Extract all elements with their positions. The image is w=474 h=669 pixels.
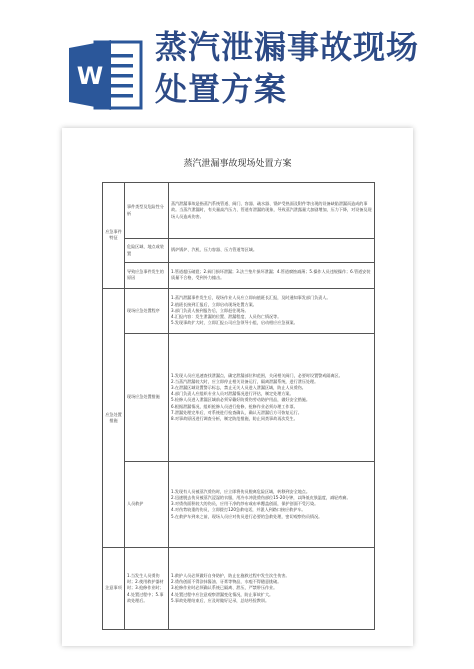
row-content bbox=[169, 239, 375, 263]
content-line: 1.蒸汽泄漏事件发生后，现场作业人员应立即向值班长汇报，及时通知事发部门负责人。 bbox=[171, 295, 331, 301]
table-row bbox=[103, 262, 375, 288]
row-label: 导致应急事件发生的原因 bbox=[125, 262, 169, 288]
document-preview[interactable] bbox=[62, 128, 413, 646]
section-category: 应急处置措施 bbox=[103, 288, 125, 547]
content-line: 5.在救护车到来之前，现场人员应对伤员进行必要的急救处理，密切观察伤员情况。 bbox=[171, 513, 323, 519]
content-line: 1.发现有人员被蒸汽烫伤时，应立即将伤员脱离危险区域，转移到安全地点。 bbox=[171, 488, 310, 494]
page-title bbox=[155, 26, 465, 110]
content-line: 6.根据泄漏情况，组织抢修人员进行抢修，抢修作业必须办理工作票。 bbox=[171, 403, 298, 409]
content-line: 7.泄漏处理完毕后，对系统进行检查确认，确认无泄漏后方可恢复运行。 bbox=[171, 409, 302, 415]
content-line: 8.对事故原因进行调查分析，制定防范措施，防止同类事故再次发生。 bbox=[171, 415, 298, 421]
content-line: 1.管道超压破裂；2.阀门损坏泄漏；3.法兰垫片损坏泄漏；4.管道腐蚀减薄；5.操作人员违规操作；6.管道安装质量不合格，受到外力撞击。 bbox=[171, 269, 371, 281]
content-line: 4.部门负责人应组织专业人员对泄漏情况进行评估，制定处理方案。 bbox=[171, 391, 294, 397]
table-row bbox=[103, 288, 375, 333]
row-label: 危险区域、地点或装置 bbox=[125, 239, 169, 263]
table-row bbox=[103, 461, 375, 547]
table-row bbox=[103, 239, 375, 263]
content-line: 4.处置过程中应注意观察泄漏变化情况，防止事故扩大。 bbox=[171, 591, 274, 597]
content-line: 2.烫伤创面不得涂抹酱油、牙膏等物品，水疱不得随意挑破。 bbox=[171, 579, 282, 585]
section-category: 应急事件特征 bbox=[103, 183, 125, 289]
content-line: 3.在泄漏区域设置警示标志，禁止无关人员进入泄漏区域，防止人员烫伤。 bbox=[171, 384, 306, 390]
content-line: 5.事故处理结束后，应及时做好记录，总结经验教训。 bbox=[171, 597, 270, 603]
row-label: 现场应急处置程序 bbox=[125, 288, 169, 333]
row-content bbox=[169, 183, 375, 239]
row-content bbox=[169, 288, 375, 333]
section-category: 注意事项 bbox=[103, 547, 125, 629]
table-row bbox=[103, 183, 375, 239]
content-line: 5.发现事故扩大时，立即汇报公司应急领导小组，启动相应应急预案。 bbox=[171, 320, 298, 326]
content-line: 3.抢修作业时必须确认系统已隔离、泄压，严禁带压作业。 bbox=[171, 585, 278, 591]
row-content bbox=[169, 461, 375, 547]
page-title-line-1: 蒸汽泄漏事故现场 bbox=[155, 28, 420, 66]
content-line: 3.对烫伤面积较大的伤员，应用干净的纱布或布单覆盖创面，保护创面不受污染。 bbox=[171, 501, 319, 507]
page-title-line-2: 处置方案 bbox=[155, 70, 288, 108]
svg-text:W: W bbox=[76, 62, 104, 90]
document-title: 蒸汽泄漏事故现场处置方案 bbox=[183, 159, 292, 169]
content-line: 1.救护人员必须做好自身防护，防止在施救过程中发生次生伤害。 bbox=[171, 572, 290, 578]
word-icon bbox=[67, 36, 145, 114]
row-label: 现场应急处置措施 bbox=[125, 334, 169, 461]
row-content bbox=[169, 334, 375, 461]
content-line: 2.迅速脱去伤员被蒸汽浸湿的衣服，用冷水冲洗烫伤部位15-20分钟，以降低皮肤温度，减轻疼痛。 bbox=[171, 494, 351, 500]
row-label: 事件类型及危险性分析 bbox=[125, 183, 169, 239]
plan-table bbox=[102, 182, 375, 630]
content-line: 4.汇报内容：发生泄漏的位置、泄漏程度、人员伤亡情况等。 bbox=[171, 314, 282, 320]
row-label: 人员救护 bbox=[125, 461, 169, 547]
content-line: 3.部门负责人接到报告后，立即赶往现场。 bbox=[171, 307, 249, 313]
content-line: 2.当蒸汽泄漏较大时，应立即停止相关设备运行，隔离泄漏系统，进行泄压处理。 bbox=[171, 378, 319, 384]
row-content bbox=[169, 262, 375, 288]
row-content bbox=[169, 547, 375, 629]
content-line: 2.值班长接到汇报后，立即启动现场处置方案。 bbox=[171, 301, 257, 307]
content-line: 锅炉锅炉、汽机、压力容器、压力管道等区域。 bbox=[171, 247, 257, 253]
content-line: 4.对伤势较重的伤员，立即拨打120急救电话，并派人到路口接应救护车。 bbox=[171, 507, 306, 513]
row-label: 1.当发生人员烫伤时；2.使用救护器材时；3.抢修作业时；4.处置过程中；5.事故处理后。 bbox=[125, 547, 169, 629]
content-line: 1.发现人员应迅速查找泄漏点，确定泄漏部位和范围，关闭相关阀门，必要时设置警戒隔离区。 bbox=[171, 372, 343, 378]
content-line: 5.检修人员进入泄漏区域前必须穿戴好防烫伤劳动防护用品，做好安全措施。 bbox=[171, 397, 310, 403]
table-row bbox=[103, 334, 375, 461]
table-row bbox=[103, 547, 375, 629]
content-line: 蒸汽泄漏事故是指蒸汽系统管道、阀门、容器、疏水器、锅炉受热面及附件等出现的设备缺陷泄漏而造成的事故。当蒸汽泄漏时，有关量高汽压力、管道有泄漏的现象，导致蒸汽泄露量大加剧增加，压力下降，对设备及现场人员造成伤害。 bbox=[171, 201, 372, 219]
